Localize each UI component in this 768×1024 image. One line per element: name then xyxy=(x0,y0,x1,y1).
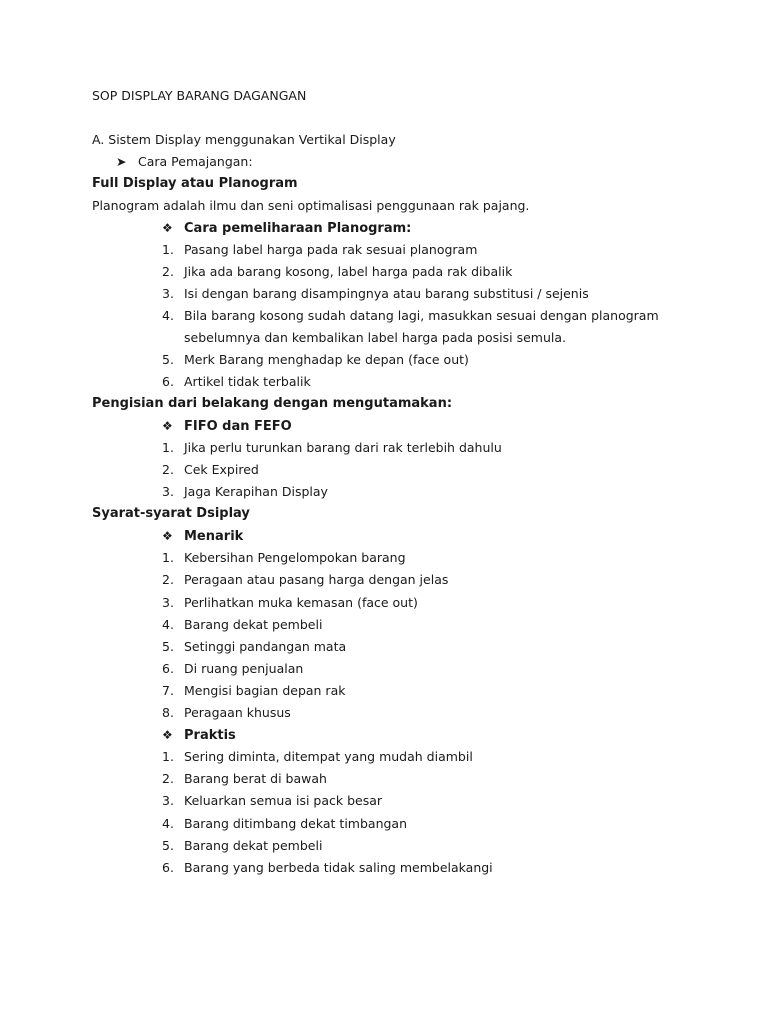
list-item: 5. Setinggi pandangan mata xyxy=(162,639,347,654)
list-item: 6. Di ruang penjualan xyxy=(162,661,304,676)
document-title: SOP DISPLAY BARANG DAGANGAN xyxy=(92,88,307,103)
list-item: 6. Barang yang berbeda tidak saling membelakangi xyxy=(162,860,493,875)
planogram-definition: Planogram adalah ilmu dan seni optimalisasi penggunaan rak pajang. xyxy=(92,198,530,213)
list-item: 1. Sering diminta, ditempat yang mudah diambil xyxy=(162,749,473,764)
list-item: 8. Peragaan khusus xyxy=(162,705,291,720)
arrow-bullet-text: Cara Pemajangan: xyxy=(138,154,253,169)
list-item: 2. Cek Expired xyxy=(162,462,259,477)
arrow-bullet-icon: ➤ xyxy=(116,154,127,169)
list-item: 5. Barang dekat pembeli xyxy=(162,838,323,853)
list-item: 2. Barang berat di bawah xyxy=(162,771,327,786)
subheading-planogram-care: ❖ Cara pemeliharaan Planogram: xyxy=(162,221,412,236)
section-a-heading: A. Sistem Display menggunakan Vertikal Display xyxy=(92,132,396,147)
heading-back-filling: Pengisian dari belakang dengan mengutamakan: xyxy=(92,396,453,411)
heading-full-display: Full Display atau Planogram xyxy=(92,176,298,191)
list-item: 6. Artikel tidak terbalik xyxy=(162,374,311,389)
list-item: 4. Bila barang kosong sudah datang lagi, masukkan sesuai dengan planogram xyxy=(162,308,659,323)
list-item: 7. Mengisi bagian depan rak xyxy=(162,683,346,698)
heading-display-requirements: Syarat-syarat Dsiplay xyxy=(92,506,250,521)
list-item: 1. Pasang label harga pada rak sesuai planogram xyxy=(162,242,478,257)
list-item-continuation: sebelumnya dan kembalikan label harga pada posisi semula. xyxy=(184,330,566,345)
list-item: 2. Peragaan atau pasang harga dengan jelas xyxy=(162,572,449,587)
list-item: 2. Jika ada barang kosong, label harga pada rak dibalik xyxy=(162,264,513,279)
diamond-bullet-icon: ❖ xyxy=(162,728,173,742)
list-item: 4. Barang ditimbang dekat timbangan xyxy=(162,816,408,831)
list-item: 3. Isi dengan barang disampingnya atau barang substitusi / sejenis xyxy=(162,286,589,301)
diamond-bullet-icon: ❖ xyxy=(162,221,173,235)
list-item: 3. Perlihatkan muka kemasan (face out) xyxy=(162,595,418,610)
subheading-menarik: ❖ Menarik xyxy=(162,529,244,544)
subheading-praktis: ❖ Praktis xyxy=(162,728,236,743)
diamond-bullet-icon: ❖ xyxy=(162,419,173,433)
list-item: 5. Merk Barang menghadap ke depan (face out) xyxy=(162,352,469,367)
list-item: 4. Barang dekat pembeli xyxy=(162,617,323,632)
arrow-bullet-item xyxy=(116,154,253,170)
list-item: 1. Kebersihan Pengelompokan barang xyxy=(162,550,406,565)
list-item: 3. Jaga Kerapihan Display xyxy=(162,484,328,499)
list-item: 3. Keluarkan semua isi pack besar xyxy=(162,793,383,808)
diamond-bullet-icon: ❖ xyxy=(162,529,173,543)
subheading-fifo-fefo: ❖ FIFO dan FEFO xyxy=(162,419,292,434)
list-item: 1. Jika perlu turunkan barang dari rak terlebih dahulu xyxy=(162,440,502,455)
